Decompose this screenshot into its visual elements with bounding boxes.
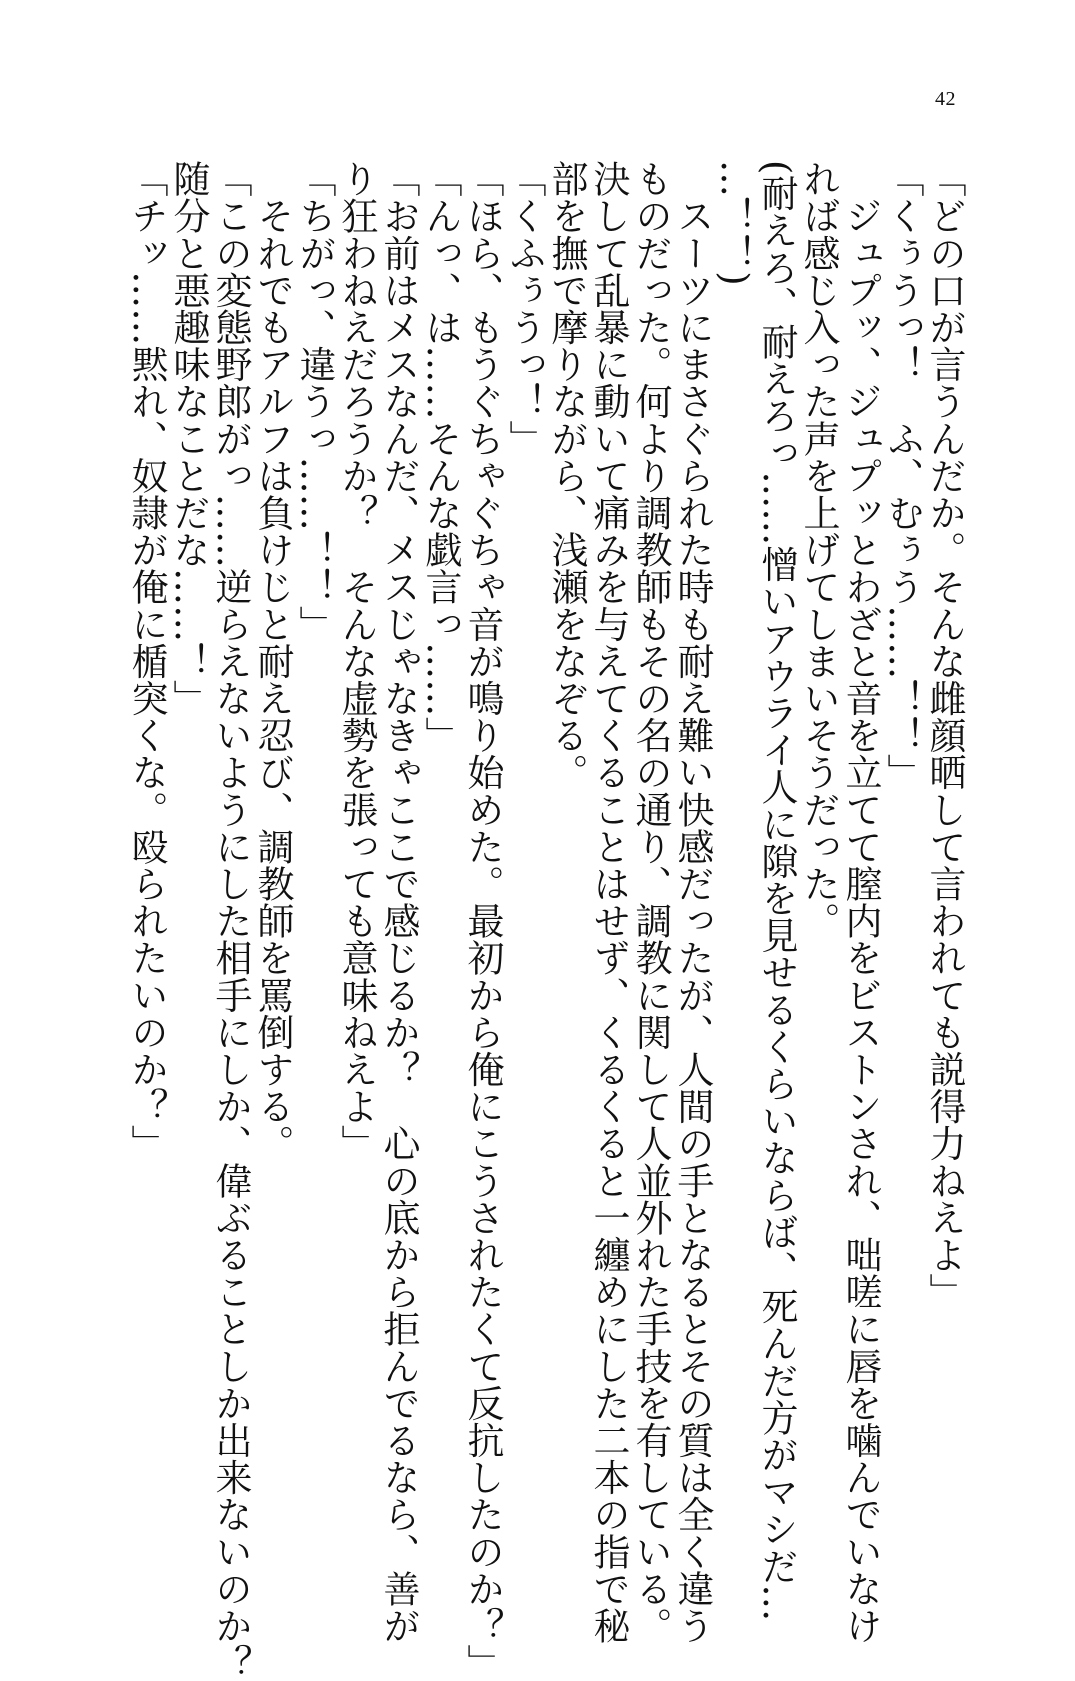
text-line: 決して乱暴に動いて痛みを与えてくることはせず、くるくると一纏めにした二本の指で秘 [587, 160, 630, 1644]
text-line: 随分と悪趣味なことだな……！」 [167, 160, 210, 717]
text-line: 「んっ、は……そんな戯言っ……」 [419, 160, 462, 754]
text-line: 「くふぅうっ！」 [503, 160, 546, 457]
text-line: 「ほら、もうぐちゃぐちゃ音が鳴り始めた。最初から俺にこうされたくて反抗したのか？」 [461, 160, 504, 1681]
text-line: ジュプッ、ジュプッとわざと音を立てて膣内をビストンされ、咄嗟に唇を噛んでいなけ [839, 160, 882, 1644]
text-line: り狂わねえだろうか？ そんな虚勢を張っても意味ねえよ」 [335, 160, 378, 1162]
text-line: 「ちがっ、違うっ……！！」 [293, 160, 336, 643]
text-line: 「くぅうっ！ ふ、むぅう……！！」 [881, 160, 924, 791]
text-line: ものだった。何より調教師もその名の通り、調教に関して人並外れた手技を有している。 [629, 160, 672, 1644]
body-text [125, 160, 966, 1681]
text-line: 「チッ……黙れ、奴隷が俺に楯突くな。殴られたいのか？」 [125, 160, 168, 1162]
text-line: …！！) [713, 160, 756, 286]
text-line: れば感じ入った声を上げてしまいそうだった。 [797, 160, 840, 940]
text-line: スーツにまさぐられた時も耐え難い快感だったが、人間の手となるとその質は全く違う [671, 160, 714, 1644]
text-line: 「この変態野郎がっ……逆らえないようにした相手にしか、偉ぶることしか出来ないのか？ [209, 160, 252, 1681]
text-line: (耐えろ、耐えろっ……憎いアウライ人に隙を見せるくらいならば、死んだ方がマシだ… [755, 160, 798, 1622]
text-line: それでもアルフは負けじと耐え忍び、調教師を罵倒する。 [251, 160, 294, 1162]
text-line: 部を撫で摩りながら、浅瀬をなぞる。 [545, 160, 588, 791]
text-line: 「お前はメスなんだ、メスじゃなきゃここで感じるか？ 心の底から拒んでるなら、善が [377, 160, 420, 1644]
page-number: 42 [935, 88, 956, 110]
text-line: 「どの口が言うんだか。そんな雌顔晒して言われても説得力ねえよ」 [923, 160, 966, 1311]
